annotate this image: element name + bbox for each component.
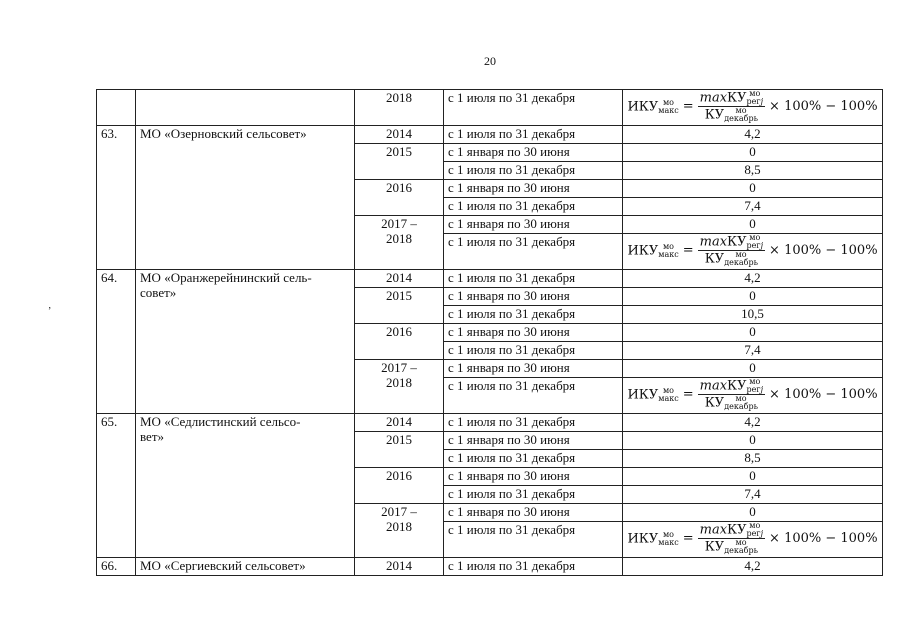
formula-sub-j: j xyxy=(760,97,764,106)
page-number: 20 xyxy=(484,54,496,68)
table-row xyxy=(97,558,883,576)
value-cell: 0 xyxy=(623,288,883,306)
row-number: 65. xyxy=(97,414,136,558)
value-cell: 0 xyxy=(623,504,883,522)
formula-sup: мо xyxy=(662,97,674,107)
formula-sub: декабрь xyxy=(724,546,758,555)
stray-mark: ‚ xyxy=(48,300,52,311)
period-cell: с 1 января по 30 июня xyxy=(444,432,623,450)
year-cell: 2017 – 2018 xyxy=(355,360,444,414)
formula-cell xyxy=(623,522,883,558)
formula-tail: × 100% − 100% xyxy=(769,387,878,402)
year-cell: 2016 xyxy=(355,468,444,504)
year-cell: 2014 xyxy=(355,270,444,288)
formula-sub-j: j xyxy=(760,385,764,394)
value-cell: 4,2 xyxy=(623,126,883,144)
value-cell: 0 xyxy=(623,432,883,450)
value-cell: 0 xyxy=(623,216,883,234)
formula-lhs: ИКУ xyxy=(627,243,659,258)
formula-sub: декабрь xyxy=(724,114,758,123)
formula-num: КУ xyxy=(727,90,747,106)
formula-sup: мо xyxy=(749,233,761,242)
value-cell: 8,5 xyxy=(623,162,883,180)
period-cell: с 1 июля по 31 декабря xyxy=(444,558,623,576)
value-cell: 10,5 xyxy=(623,306,883,324)
formula-sub: рег xyxy=(746,529,761,538)
value-cell: 0 xyxy=(623,324,883,342)
period-cell: с 1 июля по 31 декабря xyxy=(444,162,623,180)
formula-sub: декабрь xyxy=(724,402,758,411)
table-row xyxy=(97,126,883,144)
formula-cell xyxy=(623,234,883,270)
municipality-name: МО «Сергиевский сельсовет» xyxy=(136,558,355,576)
period-cell: с 1 июля по 31 декабря xyxy=(444,306,623,324)
period-cell: с 1 июля по 31 декабря xyxy=(444,522,623,558)
formula-sup: мо xyxy=(735,394,747,403)
formula-fraction xyxy=(698,234,765,267)
period-cell: с 1 января по 30 июня xyxy=(444,468,623,486)
formula-cell xyxy=(623,378,883,414)
tariff-table xyxy=(96,89,883,576)
formula xyxy=(627,90,877,123)
period-cell: с 1 июля по 31 декабря xyxy=(444,198,623,216)
formula-sub-j: j xyxy=(760,529,764,538)
formula-eq: = xyxy=(682,99,694,114)
value-cell: 4,2 xyxy=(623,558,883,576)
value-cell: 0 xyxy=(623,468,883,486)
formula-sup: мо xyxy=(735,538,747,547)
formula-sup: мо xyxy=(749,521,761,530)
formula-den: КУ xyxy=(704,251,725,267)
formula-max: max xyxy=(699,378,728,394)
formula-eq: = xyxy=(682,387,694,402)
formula-sub: рег xyxy=(746,385,761,394)
value-cell: 8,5 xyxy=(623,450,883,468)
row-number: 66. xyxy=(97,558,136,576)
year-cell: 2016 xyxy=(355,324,444,360)
year-cell: 2016 xyxy=(355,180,444,216)
year-cell: 2018 xyxy=(355,90,444,126)
row-number: 64. xyxy=(97,270,136,414)
formula-max: max xyxy=(699,234,728,250)
value-cell: 7,4 xyxy=(623,342,883,360)
year-cell: 2015 xyxy=(355,432,444,468)
municipality-name: МО «Озерновский сельсовет» xyxy=(136,126,355,270)
year-cell: 2014 xyxy=(355,558,444,576)
formula-lhs: ИКУ xyxy=(627,387,659,402)
formula-sub: рег xyxy=(746,97,761,106)
formula-lhs: ИКУ xyxy=(627,531,659,546)
formula-eq: = xyxy=(682,531,694,546)
formula-cell xyxy=(623,90,883,126)
year-cell: 2014 xyxy=(355,414,444,432)
period-cell: с 1 января по 30 июня xyxy=(444,216,623,234)
formula-max: max xyxy=(699,90,728,106)
period-cell: с 1 июля по 31 декабря xyxy=(444,126,623,144)
period-cell: с 1 июля по 31 декабря xyxy=(444,270,623,288)
value-cell: 0 xyxy=(623,180,883,198)
formula-sup: мо xyxy=(662,241,674,251)
formula-sup: мо xyxy=(749,89,761,98)
value-cell: 7,4 xyxy=(623,486,883,504)
formula-sup: мо xyxy=(735,106,747,115)
period-cell: с 1 июля по 31 декабря xyxy=(444,450,623,468)
formula-fraction xyxy=(698,90,765,123)
period-cell: с 1 июля по 31 декабря xyxy=(444,414,623,432)
formula-sup: мо xyxy=(749,377,761,386)
year-cell: 2017 – 2018 xyxy=(355,216,444,270)
formula-max: max xyxy=(699,522,728,538)
year-cell: 2015 xyxy=(355,288,444,324)
formula-sub: макс xyxy=(658,537,679,547)
table-row xyxy=(97,414,883,432)
formula xyxy=(627,234,877,267)
formula xyxy=(627,522,877,555)
value-cell: 7,4 xyxy=(623,198,883,216)
period-cell: с 1 января по 30 июня xyxy=(444,144,623,162)
table-row xyxy=(97,270,883,288)
formula-sup: мо xyxy=(662,385,674,395)
formula-num: КУ xyxy=(727,522,747,538)
formula-sub: макс xyxy=(658,393,679,403)
year-cell: 2014 xyxy=(355,126,444,144)
value-cell: 0 xyxy=(623,360,883,378)
formula-num: КУ xyxy=(727,234,747,250)
period-cell: с 1 января по 30 июня xyxy=(444,360,623,378)
period-cell: с 1 июля по 31 декабря xyxy=(444,342,623,360)
formula-sub: декабрь xyxy=(724,258,758,267)
period-cell: с 1 июля по 31 декабря xyxy=(444,378,623,414)
period-cell: с 1 июля по 31 декабря xyxy=(444,486,623,504)
value-cell: 4,2 xyxy=(623,270,883,288)
municipality-name: МО «Оранжерейнинский сель- совет» xyxy=(136,270,355,414)
formula-sub: макс xyxy=(658,105,679,115)
formula-sup: мо xyxy=(735,250,747,259)
formula-den: КУ xyxy=(704,107,725,123)
formula-eq: = xyxy=(682,243,694,258)
formula-tail: × 100% − 100% xyxy=(769,531,878,546)
formula-den: КУ xyxy=(704,395,725,411)
formula-sub-j: j xyxy=(760,241,764,250)
formula-tail: × 100% − 100% xyxy=(769,243,878,258)
formula-sub: рег xyxy=(746,241,761,250)
period-cell: с 1 января по 30 июня xyxy=(444,324,623,342)
municipality-name: МО «Седлистинский сельсо- вет» xyxy=(136,414,355,558)
period-cell: с 1 января по 30 июня xyxy=(444,504,623,522)
year-cell: 2017 – 2018 xyxy=(355,504,444,558)
formula xyxy=(627,378,877,411)
formula-fraction xyxy=(698,522,765,555)
formula-lhs: ИКУ xyxy=(627,99,659,114)
year-cell: 2015 xyxy=(355,144,444,180)
formula-tail: × 100% − 100% xyxy=(769,99,878,114)
formula-den: КУ xyxy=(704,539,725,555)
formula-num: КУ xyxy=(727,378,747,394)
value-cell: 0 xyxy=(623,144,883,162)
row-number: 63. xyxy=(97,126,136,270)
period-cell: с 1 января по 30 июня xyxy=(444,288,623,306)
period-cell: с 1 января по 30 июня xyxy=(444,180,623,198)
formula-fraction xyxy=(698,378,765,411)
table-row xyxy=(97,90,883,126)
formula-sub: макс xyxy=(658,249,679,259)
formula-sup: мо xyxy=(662,529,674,539)
value-cell: 4,2 xyxy=(623,414,883,432)
period-cell: с 1 июля по 31 декабря xyxy=(444,90,623,126)
period-cell: с 1 июля по 31 декабря xyxy=(444,234,623,270)
